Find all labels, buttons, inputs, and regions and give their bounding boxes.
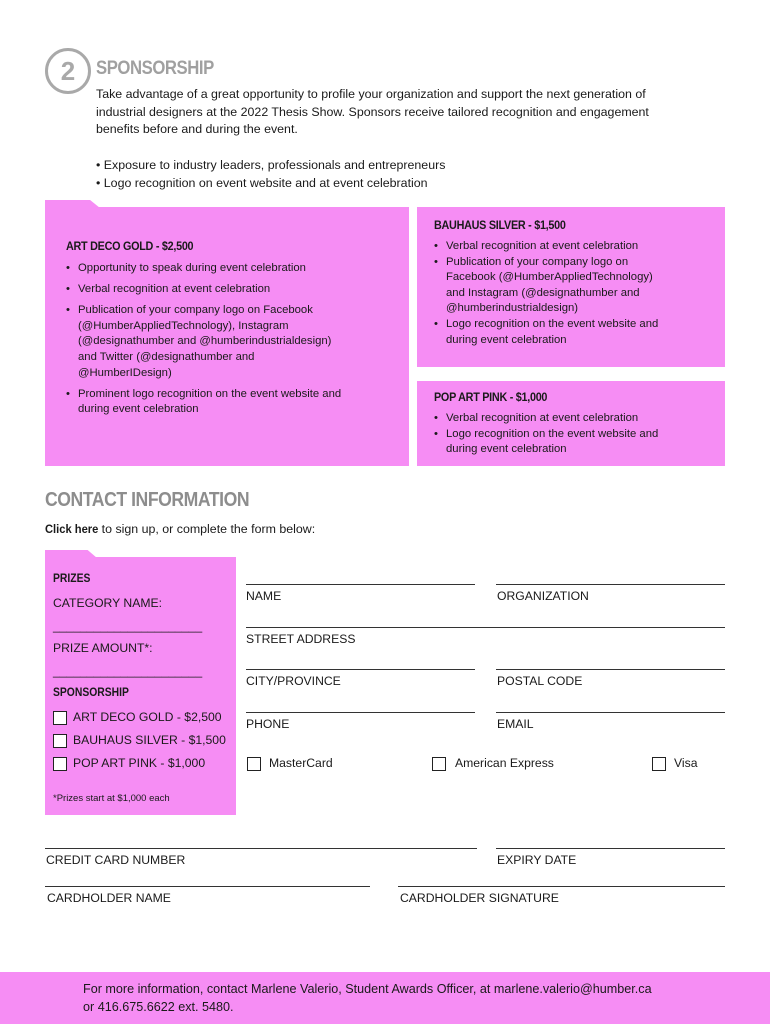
mastercard-checkbox[interactable] [247,757,261,771]
city-province-label: CITY/PROVINCE [246,674,341,688]
prize-amount-label: PRIZE AMOUNT*: [53,641,153,655]
benefit-line: during event celebration [78,403,199,416]
visa-checkbox[interactable] [652,757,666,771]
organization-field[interactable] [496,584,725,585]
name-label: NAME [246,589,282,603]
gold-option-checkbox[interactable] [53,711,67,725]
benefit-item [66,282,396,298]
silver-tier-title: BAUHAUS SILVER - $1,500 [434,218,566,232]
cardholder-name-field[interactable] [45,886,370,887]
contact-heading: CONTACT INFORMATION [45,489,250,511]
credit-card-number-label: CREDIT CARD NUMBER [46,853,186,867]
postal-code-label: POSTAL CODE [497,674,583,688]
sponsorship-heading: SPONSORSHIP [96,58,214,79]
street-address-field[interactable] [246,627,725,628]
benefit-item [66,387,396,418]
american-express-label: American Express [455,756,554,770]
signup-text: to sign up, or complete the form below: [98,522,316,536]
section-number: 2 [60,55,76,86]
footer-bar [0,972,770,1024]
silver-tier-benefits [434,239,719,348]
silver-option-label: BAUHAUS SILVER - $1,500 [73,733,226,747]
benefit-line: • Verbal recognition at event celebration [446,412,639,424]
phone-label: PHONE [246,717,290,731]
cardholder-name-label: CARDHOLDER NAME [47,891,171,905]
pink-option-checkbox[interactable] [53,757,67,771]
gold-option-label: ART DECO GOLD - $2,500 [73,710,222,724]
gold-tier-box [45,207,409,466]
pink-tier-box [417,381,725,466]
name-field[interactable] [246,584,475,585]
credit-card-number-field[interactable] [45,848,477,849]
gold-tier-title: ART DECO GOLD - $2,500 [66,239,194,253]
list-item: • Exposure to industry leaders, professionals and entrepreneurs [96,156,445,174]
benefit-line: • Verbal recognition at event celebration [78,283,271,296]
phone-field[interactable] [246,712,475,713]
benefit-item [434,317,719,348]
pink-tier-benefits [434,411,719,458]
benefit-line: • Opportunity to speak during event celebration [78,262,306,274]
benefit-line: • Prominent logo recognition on the event website and [78,387,342,400]
prizes-footnote: *Prizes start at $1,000 each [53,793,170,804]
email-field[interactable] [496,712,725,713]
category-name-field[interactable]: ______________________ [53,619,203,633]
benefit-item [66,261,396,277]
benefit-item [434,427,719,458]
postal-code-field[interactable] [496,669,725,670]
sponsorship-intro: Take advantage of a great opportunity to profile your organization and support the next generation of industrial designers at the 2022 Thesis Show. Sponsors receive tailored recognition and engagement benefits before and during the event. [96,87,649,136]
email-label: EMAIL [497,717,534,731]
mastercard-label: MasterCard [269,756,333,770]
benefit-item [434,411,719,427]
benefit-line: during event celebration [446,333,567,346]
expiry-date-field[interactable] [496,848,725,849]
benefit-line: • Publication of your company logo on [446,255,629,268]
silver-tier-box [417,207,725,367]
benefit-item [66,303,396,381]
cardholder-signature-field[interactable] [398,886,725,887]
category-name-label: CATEGORY NAME: [53,596,163,610]
city-province-field[interactable] [246,669,475,670]
cardholder-signature-label: CARDHOLDER SIGNATURE [400,891,559,905]
pink-option-label: POP ART PINK - $1,000 [73,756,206,770]
sponsorship-benefits-list [96,156,445,192]
benefit-line: • Verbal recognition at event celebration [446,240,639,252]
visa-label: Visa [674,756,698,770]
list-item: • Logo recognition on event website and at event celebration [96,174,445,192]
gold-tier-benefits [66,261,396,423]
benefit-line: and Instagram (@designathumber and [446,286,640,299]
sponsorship-options-heading: SPONSORSHIP [53,687,129,699]
benefit-line: Facebook (@HumberAppliedTechnology) [446,271,653,284]
signup-line [45,522,315,536]
expiry-date-label: EXPIRY DATE [497,853,577,867]
footer-contact-text: For more information, contact Marlene Valerio, Student Awards Officer, at marlene.valerio@humber.ca or 416.675.6622 ext. 5480. [83,982,652,1014]
american-express-checkbox[interactable] [432,757,446,771]
prize-amount-field[interactable]: ______________________ [53,664,203,678]
street-address-label: STREET ADDRESS [246,632,356,646]
benefit-line: • Publication of your company logo on Facebook [78,304,313,317]
benefit-item [434,255,719,317]
benefit-line: (@designathumber and @humberindustrialdesign) [78,335,332,348]
benefit-line: • Logo recognition on the event website and [446,427,659,440]
benefit-line: @HumberIDesign) [78,366,172,379]
section-number-badge [45,48,91,94]
benefit-item [434,239,719,255]
pink-tier-title: POP ART PINK - $1,000 [434,390,548,404]
benefit-line: during event celebration [446,443,567,456]
prizes-sidebar [45,557,236,815]
prizes-heading: PRIZES [53,573,91,585]
benefit-line: • Logo recognition on the event website and [446,317,659,330]
benefit-line: and Twitter (@designathumber and [78,350,255,363]
organization-label: ORGANIZATION [497,589,589,603]
silver-option-checkbox[interactable] [53,734,67,748]
benefit-line: (@HumberAppliedTechnology), Instagram [78,319,289,332]
benefit-line: @humberindustrialdesign) [446,302,579,315]
click-here-link[interactable]: Click here [45,522,99,536]
